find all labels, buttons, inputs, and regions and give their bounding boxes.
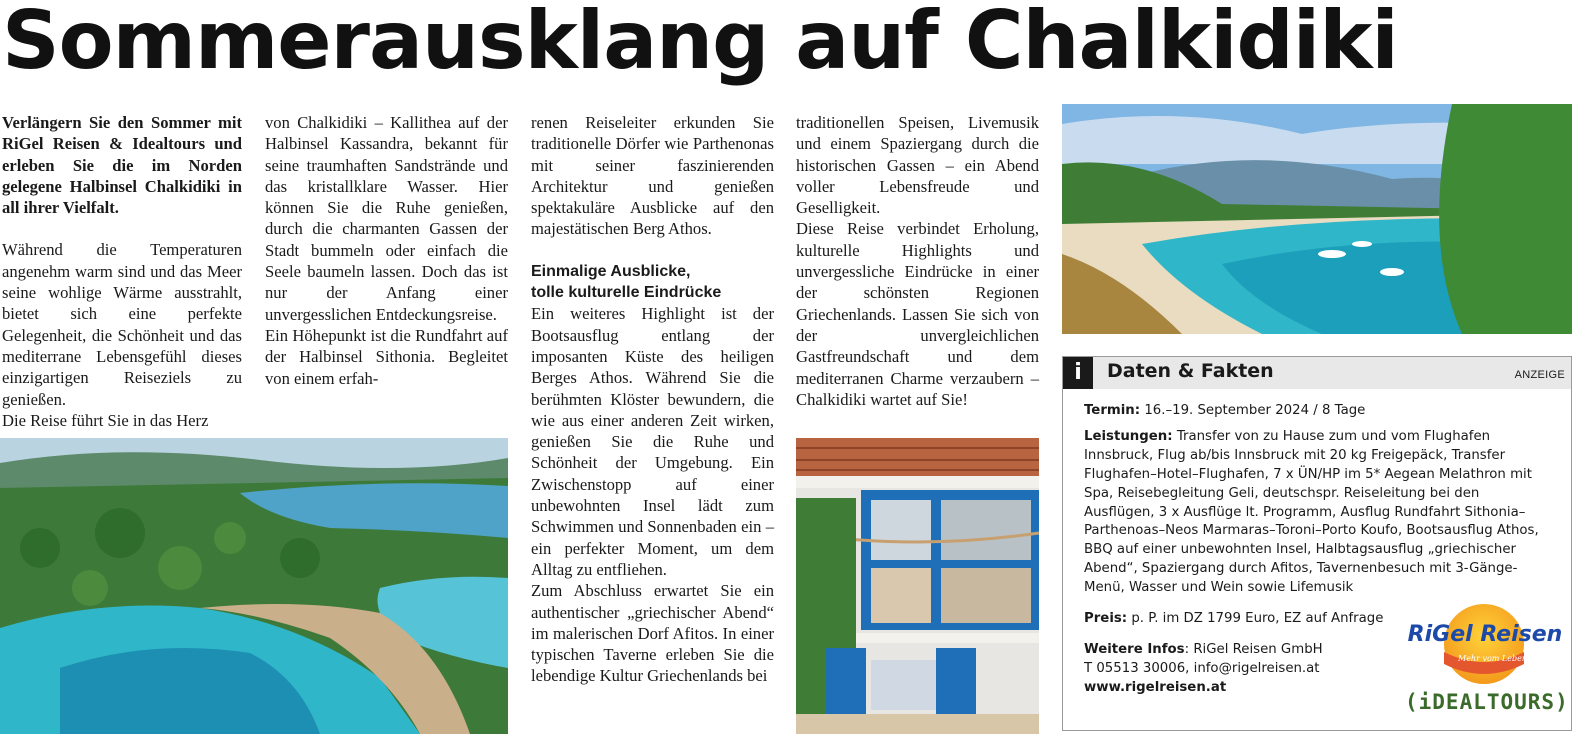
paragraph: traditionellen Speisen, Livemusik und einem Spaziergang durch die historischen Gassen – ein Abend voller Lebensfreude und Geselligkeit.	[796, 113, 1039, 218]
article-title: Sommerausklang auf Chalkidiki	[2, 0, 1398, 87]
info-value: Transfer von zu Hause zum und vom Flughafen Innsbruck, Flug ab/bis Innsbruck mit 20 kg Freigepäck, Transfer Flughafen–Hotel–Flughafen, 7 x ÜN/HP im 5* Aegean Melathron mit Spa, Reisebegleitung Geli, deutschspr. Reiseleitung bei den Ausflügen, 3 x Ausflüge lt. Programm, Ausflug Rundfahrt Sithonia–Parthenoas–Neos Marmaras–Toroni–Porto Koufo, Bootsausflug Athos, BBQ auf einer unbewohnten Insel, Halbtagsausflug „griechischer Abend“, Spaziergang durch Afitos, Tavernenbesuch mit 3-Gänge-Menü, Wasser und Wein sowie Lifemusik	[1084, 428, 1539, 596]
info-leistungen	[1084, 428, 1554, 598]
paragraph: Zum Abschluss erwartet Sie ein authentischer „griechischer Abend“ im malerischen Dorf Afitos. In einer typischen Taverne erleben Sie die lebendige Kultur Griechenlands bei	[531, 581, 774, 686]
logo-tagline: Mehr vom Leben!	[1458, 654, 1531, 663]
info-value: : RiGel Reisen GmbH	[1184, 641, 1323, 657]
paragraph: von Chalkidiki – Kallithea auf der Halbinsel Kassandra, bekannt für seine traumhaften Sandstrände und das kristallklare Wasser. Hier können Sie die Ruhe genießen, durch die charmanten Gassen der Stadt bummeln oder einfach die Seele baumeln lassen. Doch das ist nur der Anfang einer unvergesslichen Entdeckungsreise.	[265, 113, 508, 324]
info-label: Termin:	[1084, 403, 1141, 418]
idealtours-logo: (iDEALTOURS)	[1405, 690, 1569, 714]
logo-brand: RiGel Reisen	[1407, 622, 1563, 647]
info-label: Weitere Infos	[1084, 641, 1185, 657]
aerial-coast-photo	[0, 438, 508, 734]
info-label: Leistungen:	[1084, 428, 1173, 444]
info-box-heading: Daten & Fakten	[1107, 360, 1274, 382]
text-column-3	[531, 112, 774, 687]
subheading	[531, 261, 774, 304]
subheading-line: tolle kulturelle Eindrücke	[531, 284, 722, 302]
lead-paragraph: Verlängern Sie den Sommer mit RiGel Reisen & Idealtours und erleben Sie die im Norden gelegene Halbinsel Chalkidiki in all ihrer Vielfalt.	[2, 113, 242, 218]
info-termin	[1084, 402, 1568, 421]
text-column-1	[2, 112, 242, 431]
ad-label: ANZEIGE	[1514, 369, 1565, 381]
info-value: 16.–19. September 2024 / 8 Tage	[1144, 403, 1366, 418]
info-box-header	[1063, 357, 1571, 389]
text-column-2	[265, 112, 508, 389]
info-contact: T 05513 30006, info@rigelreisen.at	[1084, 660, 1320, 676]
taverna-window-photo	[796, 438, 1039, 734]
paragraph: Diese Reise verbindet Erholung, kulturelle Highlights und unvergessliche Eindrücke in einer der schönsten Regionen Griechenlands. Lassen Sie sich von der unvergleichlichen Gastfreundschaft und dem mediterranen Charme verzaubern – Chalkidiki wartet auf Sie!	[796, 219, 1039, 409]
website-link[interactable]: www.rigelreisen.at	[1084, 679, 1227, 695]
paragraph: Ein weiteres Highlight ist der Bootsausflug entlang der imposanten Küste des heiligen Berges Athos. Während Sie die berühmten Klöster bewundern, die wie aus einer anderen Zeit wirken, genießen Sie die Ruhe und Schönheit der Umgebung. Ein Zwischenstopp auf einer unbewohnten Insel lädt zum Schwimmen und Sonnenbaden ein – ein perfekter Moment, um dem Alltag zu entfliehen.	[531, 304, 774, 579]
paragraph: renen Reiseleiter erkunden Sie traditionelle Dörfer wie Parthenonas mit seiner faszinierenden Architektur und genießen spektakuläre Ausblicke auf den majestätischen Berg Athos.	[531, 113, 774, 239]
paragraph: Ein Höhepunkt ist die Rundfahrt auf der Halbinsel Sithonia. Begleitet von einem erfah-	[265, 325, 508, 388]
text-column-4	[796, 112, 1039, 410]
info-label: Preis:	[1084, 611, 1128, 627]
paragraph: Die Reise führt Sie in das Herz	[2, 410, 209, 430]
subheading-line: Einmalige Ausblicke,	[531, 262, 691, 280]
paragraph: Während die Temperaturen angenehm warm sind und das Meer seine wohlige Wärme ausstrahlt, bietet sich eine perfekte Gelegenheit, die Schönheit und das mediterrane Lebensgefühl dieses einzigartigen Reiseziels zu genießen.	[2, 240, 242, 409]
beach-photo	[1062, 104, 1572, 334]
info-value: p. P. im DZ 1799 Euro, EZ auf Anfrage	[1131, 611, 1384, 627]
info-icon: i	[1063, 357, 1093, 389]
